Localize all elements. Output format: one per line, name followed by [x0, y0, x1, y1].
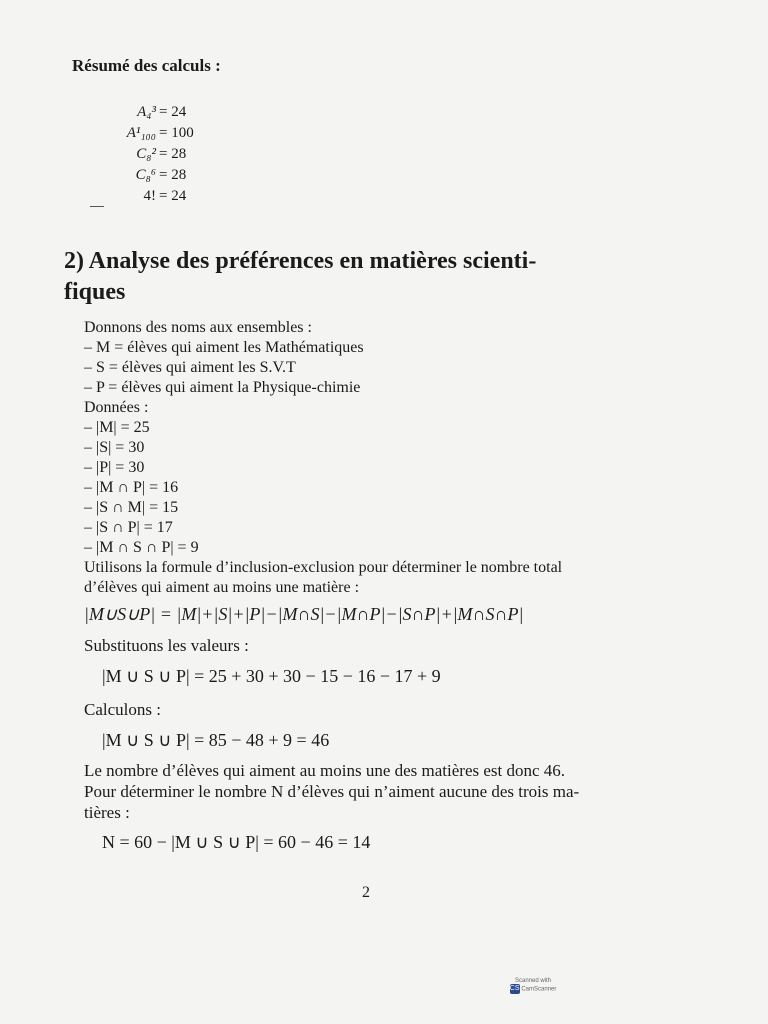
- section-title-line: 2) Analyse des préférences en matières scienti-: [64, 248, 537, 274]
- calculation-summary: [104, 102, 224, 207]
- calc-row: [104, 102, 224, 123]
- body-line: – |M ∩ P| = 16: [84, 479, 179, 496]
- body-line: Données :: [84, 399, 149, 416]
- separator-dash: [90, 206, 104, 207]
- body-line: Utilisons la formule d’inclusion-exclusion pour déterminer le nombre total: [84, 559, 563, 576]
- substituted-formula: |M ∪ S ∪ P| = 25 + 30 + 30 − 15 − 16 − 17 + 9: [102, 666, 441, 686]
- watermark-brand: CamScanner: [521, 986, 557, 993]
- conclusion-line: Le nombre d’élèves qui aiment au moins une des matières est donc 46.: [84, 761, 566, 780]
- final-formula: N = 60 − |M ∪ S ∪ P| = 60 − 46 = 14: [102, 832, 371, 852]
- calculate-label: Calculons :: [84, 700, 161, 719]
- body-line: – |S| = 30: [84, 439, 145, 456]
- body-line: – |P| = 30: [84, 459, 145, 476]
- calc-lhs: A¹₁₀₀: [126, 125, 156, 141]
- camscanner-watermark: [506, 978, 560, 1014]
- calc-lhs: C₈²: [136, 146, 156, 162]
- body-line: – P = élèves qui aiment la Physique-chimie: [84, 379, 361, 396]
- body-line: – |M ∩ S ∩ P| = 9: [84, 539, 199, 556]
- body-line: – M = élèves qui aiment les Mathématiques: [84, 339, 364, 356]
- body-line: – |M| = 25: [84, 419, 150, 436]
- substitute-label: Substituons les valeurs :: [84, 636, 249, 655]
- calc-lhs: C₈⁶: [135, 167, 156, 183]
- body-line: – S = élèves qui aiment les S.V.T: [84, 359, 296, 376]
- calc-lhs: 4!: [143, 188, 156, 204]
- section-title-line: fiques: [64, 279, 126, 305]
- body-line: – |S ∩ P| = 17: [84, 519, 173, 536]
- page-number: 2: [362, 884, 370, 901]
- camscanner-logo-icon: CS: [509, 985, 520, 992]
- conclusion: [84, 760, 684, 823]
- calc-row: [104, 165, 224, 186]
- section-body: [84, 318, 694, 598]
- calc-lhs: A₄³: [137, 104, 156, 120]
- calc-rhs: = 28: [159, 146, 187, 162]
- section-title: [64, 246, 664, 308]
- body-line: d’élèves qui aiment au moins une matière :: [84, 579, 360, 596]
- calculated-formula: |M ∪ S ∪ P| = 85 − 48 + 9 = 46: [102, 730, 330, 750]
- calc-row: [104, 123, 224, 144]
- summary-title: Résumé des calculs :: [72, 56, 221, 75]
- conclusion-line: tières :: [84, 803, 130, 822]
- calc-rhs: = 24: [159, 188, 187, 204]
- calc-row: [104, 186, 224, 207]
- calc-rhs: = 28: [159, 167, 187, 183]
- body-line: Donnons des noms aux ensembles :: [84, 319, 312, 336]
- inclusion-exclusion-formula: |M∪S∪P| = |M|+|S|+|P|−|M∩S|−|M∩P|−|S∩P|+|M∩S∩P|: [84, 604, 524, 624]
- body-line: – |S ∩ M| = 15: [84, 499, 179, 516]
- calc-rhs: = 24: [159, 104, 187, 120]
- calc-rhs: = 100: [159, 125, 194, 141]
- calc-row: [104, 144, 224, 165]
- conclusion-line: Pour déterminer le nombre N d’élèves qui n’aiment aucune des trois ma-: [84, 782, 580, 801]
- watermark-caption: Scanned with: [514, 978, 552, 984]
